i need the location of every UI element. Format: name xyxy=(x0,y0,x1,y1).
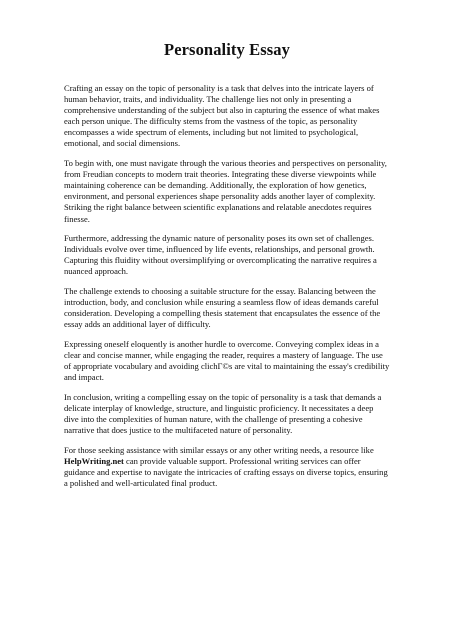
paragraph-theories: To begin with, one must navigate through the various theories and perspectives on personality, from Freudian concepts to modern trait theories. Integrating these diverse viewpoints while maintaining coherence can be demanding. Additionally, the exploration of how genetics, environment, and personal experiences shape personality adds another layer of complexity. Striking the right balance between scientific explanations and relatable anecdotes requires finesse. xyxy=(64,158,387,224)
assistance-text-after: can provide valuable support. Professional writing services can offer guidance and expertise to navigate the intricacies of crafting essays on diverse topics, ensuring a polished and well-articulated final product. xyxy=(64,455,388,488)
paragraph-dynamic-nature: Furthermore, addressing the dynamic nature of personality poses its own set of challenges. Individuals evolve over time, influenced by life events, relationships, and personal growth. Capturing this fluidity without oversimplifying or overcomplicating the narrative requires a nuanced approach. xyxy=(64,233,377,277)
paragraph-conclusion: In conclusion, writing a compelling essay on the topic of personality is a task that demands a delicate interplay of knowledge, structure, and linguistic proficiency. It necessitates a deep dive into the complexities of human nature, with the challenge of presenting a cohesive narrative that does justice to the multifaceted nature of personality. xyxy=(64,391,382,436)
assistance-text-before: For those seeking assistance with similar essays or any other writing needs, a resource like xyxy=(64,444,374,455)
helpwriting-link[interactable]: HelpWriting.net xyxy=(64,455,124,466)
paragraph-structure: The challenge extends to choosing a suitable structure for the essay. Balancing between the introduction, body, and conclusion while ensuring a seamless flow of ideas demands careful consideration. Developing a compelling thesis statement that encapsulates the essence of the essay adds an additional layer of difficulty. xyxy=(64,286,381,330)
paragraph-intro: Crafting an essay on the topic of personality is a task that delves into the intricate layers of human behavior, traits, and individuality. The challenge lies not only in presenting a comprehensive understanding of the subject but also in capturing the essence of what makes each person unique. The difficulty stems from the vastness of the topic, as personality encompasses a wide spectrum of elements, including but not limited to psychological, emotional, and social dimensions. xyxy=(64,83,380,149)
paragraph-assistance xyxy=(64,445,390,489)
paragraph-expression: Expressing oneself eloquently is another hurdle to overcome. Conveying complex ideas in a clear and concise manner, while engaging the reader, requires a mastery of language. The use of appropriate vocabulary and avoiding clichГ©s are vital to maintaining the essay's credibility and impact. xyxy=(64,338,390,383)
page-title: Personality Essay xyxy=(164,40,290,59)
